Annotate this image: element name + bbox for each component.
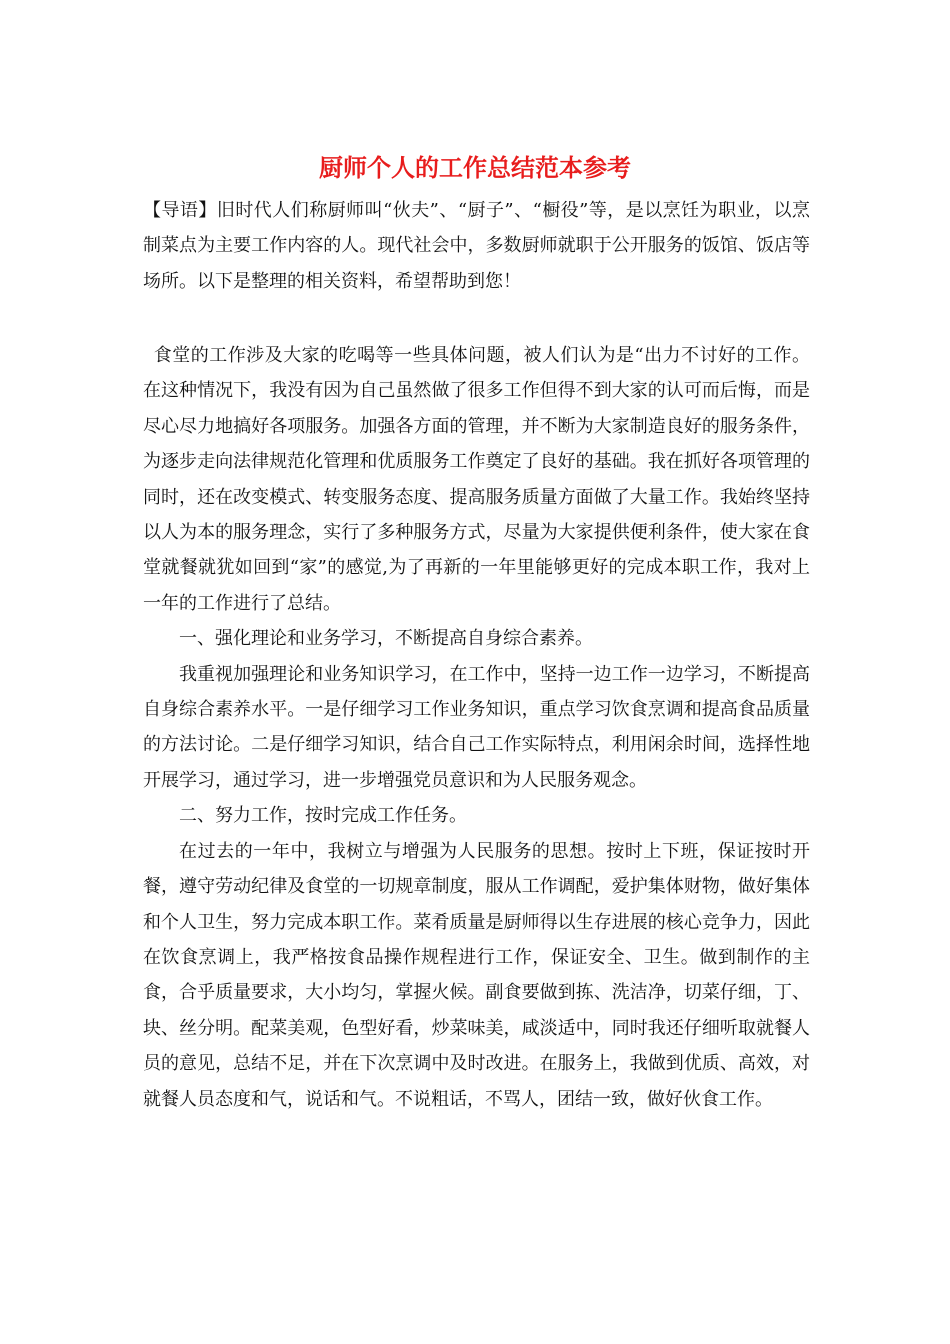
paragraph-study: 我重视加强理论和业务知识学习，在工作中，坚持一边工作一边学习，不断提高自身综合素养水平。一是仔细学习工作业务知识，重点学习饮食烹调和提高食品质量的方法讨论。二是仔细学习知识，结合自己工作实际特点，利用闲余时间，选择性地开展学习，通过学习，进一步增强党员意识和为人民服务观念。 <box>143 663 810 791</box>
main-section <box>143 338 810 1117</box>
paragraph-work: 在过去的一年中，我树立与增强为人民服务的思想。按时上下班，保证按时开餐，遵守劳动纪律及食堂的一切规章制度，服从工作调配，爱护集体财物，做好集体和个人卫生，努力完成本职工作。菜肴质量是厨师得以生存进展的核心竞争力，因此在饮食烹调上，我严格按食品操作规程进行工作，保证安全、卫生。做到制作的主食，合乎质量要求，大小均匀，掌握火候。副食要做到拣、洗洁净，切菜仔细，丁、块、丝分明。配菜美观，色型好看，炒菜味美，咸淡适中，同时我还仔细听取就餐人员的意见，总结不足，并在下次烹调中及时改进。在服务上，我做到优质、高效，对就餐人员态度和气，说话和气。不说粗话，不骂人，团结一致，做好伙食工作。 <box>143 840 810 1110</box>
heading-section-one: 一、强化理论和业务学习，不断提高自身综合素养。 <box>179 628 593 650</box>
heading-section-two: 二、努力工作，按时完成工作任务。 <box>179 805 467 827</box>
paragraph-canteen-overview: 食堂的工作涉及大家的吃喝等一些具体问题，被人们认为是“出力不讨好的工作。在这种情况下，我没有因为自己虽然做了很多工作但得不到大家的认可而后悔，而是尽心尽力地搞好各项服务。加强各方面的管理，并不断为大家制造良好的服务条件，为逐步走向法律规范化管理和优质服务工作奠定了良好的基础。我在抓好各项管理的同时，还在改变模式、转变服务态度、提高服务质量方面做了大量工作。我始终坚持以人为本的服务理念，实行了多种服务方式，尽量为大家提供便利条件，使大家在食堂就餐就犹如回到“家”的感觉,为了再新的一年里能够更好的完成本职工作，我对上一年的工作进行了总结。 <box>143 345 810 614</box>
intro-section <box>143 193 810 299</box>
intro-paragraph: 【导语】旧时代人们称厨师叫“伙夫”、“厨子”、“橱役”等，是以烹饪为职业，以烹制菜点为主要工作内容的人。现代社会中，多数厨师就职于公开服务的饭馆、饭店等场所。以下是整理的相关资料，希望帮助到您！ <box>143 200 810 292</box>
document-title: 厨师个人的工作总结范本参考 <box>319 153 631 182</box>
